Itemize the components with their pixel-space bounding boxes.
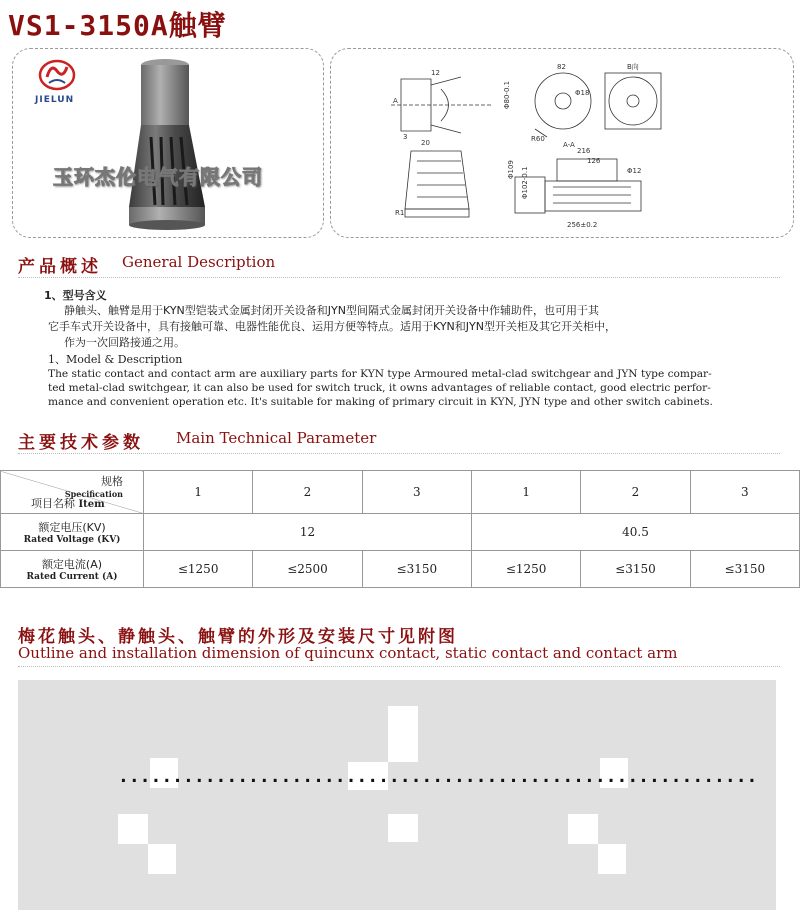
- row-label-en: Rated Current (A): [26, 572, 118, 582]
- table-cell: 40.5: [471, 514, 799, 551]
- company-watermark: 玉环杰伦电气有限公司: [53, 165, 263, 189]
- row-label: [1, 551, 144, 588]
- product-photo-panel: [12, 48, 324, 238]
- row-label-cn: 额定电流(A): [41, 558, 103, 571]
- dimension-label: 82: [557, 63, 566, 71]
- dimension-label: A-A: [563, 141, 575, 149]
- contact-arm-photo: [125, 57, 225, 233]
- section-divider: [18, 453, 780, 454]
- description-en-line: ted metal-clad switchgear, it can also be used for switch truck, it owns advantages of reliable contact, good electric perfor-: [48, 382, 711, 394]
- dimension-label: B向: [627, 63, 639, 71]
- dimension-label: R60: [531, 135, 545, 143]
- description-cn-line: 作为一次回路接通之用。: [64, 336, 185, 349]
- dimension-label: Φ12: [627, 167, 642, 175]
- placeholder-block: [568, 814, 598, 844]
- placeholder-block: [388, 814, 418, 842]
- parameters-title-en: Main Technical Parameter: [176, 429, 377, 447]
- dimension-label: Φ80-0.1: [503, 80, 511, 109]
- placeholder-block: [388, 706, 418, 762]
- section-divider: [18, 666, 780, 667]
- table-row: [1, 551, 800, 588]
- placeholder-block: [148, 844, 176, 874]
- spec-header-en: Specification: [64, 489, 123, 499]
- dimension-label: Φ109: [507, 160, 515, 179]
- dimension-label: 20: [421, 139, 430, 147]
- company-logo-icon: [37, 57, 77, 93]
- section-divider: [18, 277, 780, 278]
- table-cell: ≤2500: [253, 551, 362, 588]
- table-cell: ≤3150: [690, 551, 799, 588]
- column-header: 3: [362, 471, 471, 514]
- technical-drawing-panel: [330, 48, 794, 238]
- placeholder-block: [598, 844, 626, 874]
- page-title: VS1-3150A触臂: [8, 9, 227, 42]
- parameter-table: [0, 470, 800, 588]
- loading-dots: ...........................................................: [118, 766, 758, 787]
- table-cell: ≤1250: [144, 551, 253, 588]
- dimension-label: 256±0.2: [567, 221, 598, 229]
- outline-title: 梅花触头、静触头、触臂的外形及安装尺寸见附图: [18, 627, 458, 647]
- general-description-title: 产品概述: [18, 257, 102, 277]
- model-subheading-en: 1、Model & Description: [48, 353, 183, 366]
- dimension-label: 216: [577, 147, 591, 155]
- column-header: 2: [581, 471, 690, 514]
- item-header-en: Item: [78, 499, 105, 510]
- column-header: 3: [690, 471, 799, 514]
- parameters-title: 主要技术参数: [18, 433, 144, 453]
- table-cell: ≤1250: [471, 551, 580, 588]
- dimension-label: 126: [587, 157, 601, 165]
- dimension-label: Φ102-0.1: [521, 166, 529, 199]
- spec-header-cn: 规格: [101, 475, 123, 488]
- table-cell: ≤3150: [362, 551, 471, 588]
- table-cell: 12: [144, 514, 472, 551]
- item-header-cn: 项目名称: [31, 497, 75, 510]
- general-description-title-en: General Description: [122, 253, 276, 271]
- table-row: [1, 514, 800, 551]
- dimension-drawing: [331, 49, 793, 237]
- description-cn-line: 静触头、触臂是用于KYN型铠装式金属封闭开关设备和JYN型间隔式金属封闭开关设备中作辅助件，也可用于其: [64, 304, 599, 317]
- description-en-line: The static contact and contact arm are auxiliary parts for KYN type Armoured metal-clad switchgear and JYN type compar-: [48, 368, 712, 380]
- placeholder-block: [118, 814, 148, 844]
- description-cn-line: 它手车式开关设备中，具有接触可靠、电器性能优良、运用方便等特点。适用于KYN和JYN型开关柜及其它开关柜中，: [48, 320, 616, 333]
- description-en-line: mance and convenient operation etc. It's suitable for making of primary circuit in KYN, JYN type and other switch cabinets.: [48, 396, 713, 408]
- dimension-label: R1: [395, 209, 405, 217]
- row-label-cn: 额定电压(KV): [38, 521, 106, 534]
- table-cell: ≤3150: [581, 551, 690, 588]
- column-header: 1: [471, 471, 580, 514]
- outline-title-en: Outline and installation dimension of quincunx contact, static contact and contact arm: [18, 644, 678, 662]
- row-label-en: Rated Voltage (KV): [23, 535, 121, 545]
- dimension-label: 12: [431, 69, 440, 77]
- column-header: 1: [144, 471, 253, 514]
- table-header-row: [1, 471, 800, 514]
- row-label: [1, 514, 144, 551]
- model-subheading-cn: 1、型号含义: [44, 289, 107, 302]
- outline-image-placeholder: [18, 680, 776, 910]
- dimension-label: Φ18: [575, 89, 590, 97]
- header-diagonal-cell: [1, 471, 144, 514]
- dimension-label: 3: [403, 133, 408, 141]
- dimension-label: A: [393, 97, 398, 105]
- logo-text: JIELUN: [35, 95, 75, 105]
- column-header: 2: [253, 471, 362, 514]
